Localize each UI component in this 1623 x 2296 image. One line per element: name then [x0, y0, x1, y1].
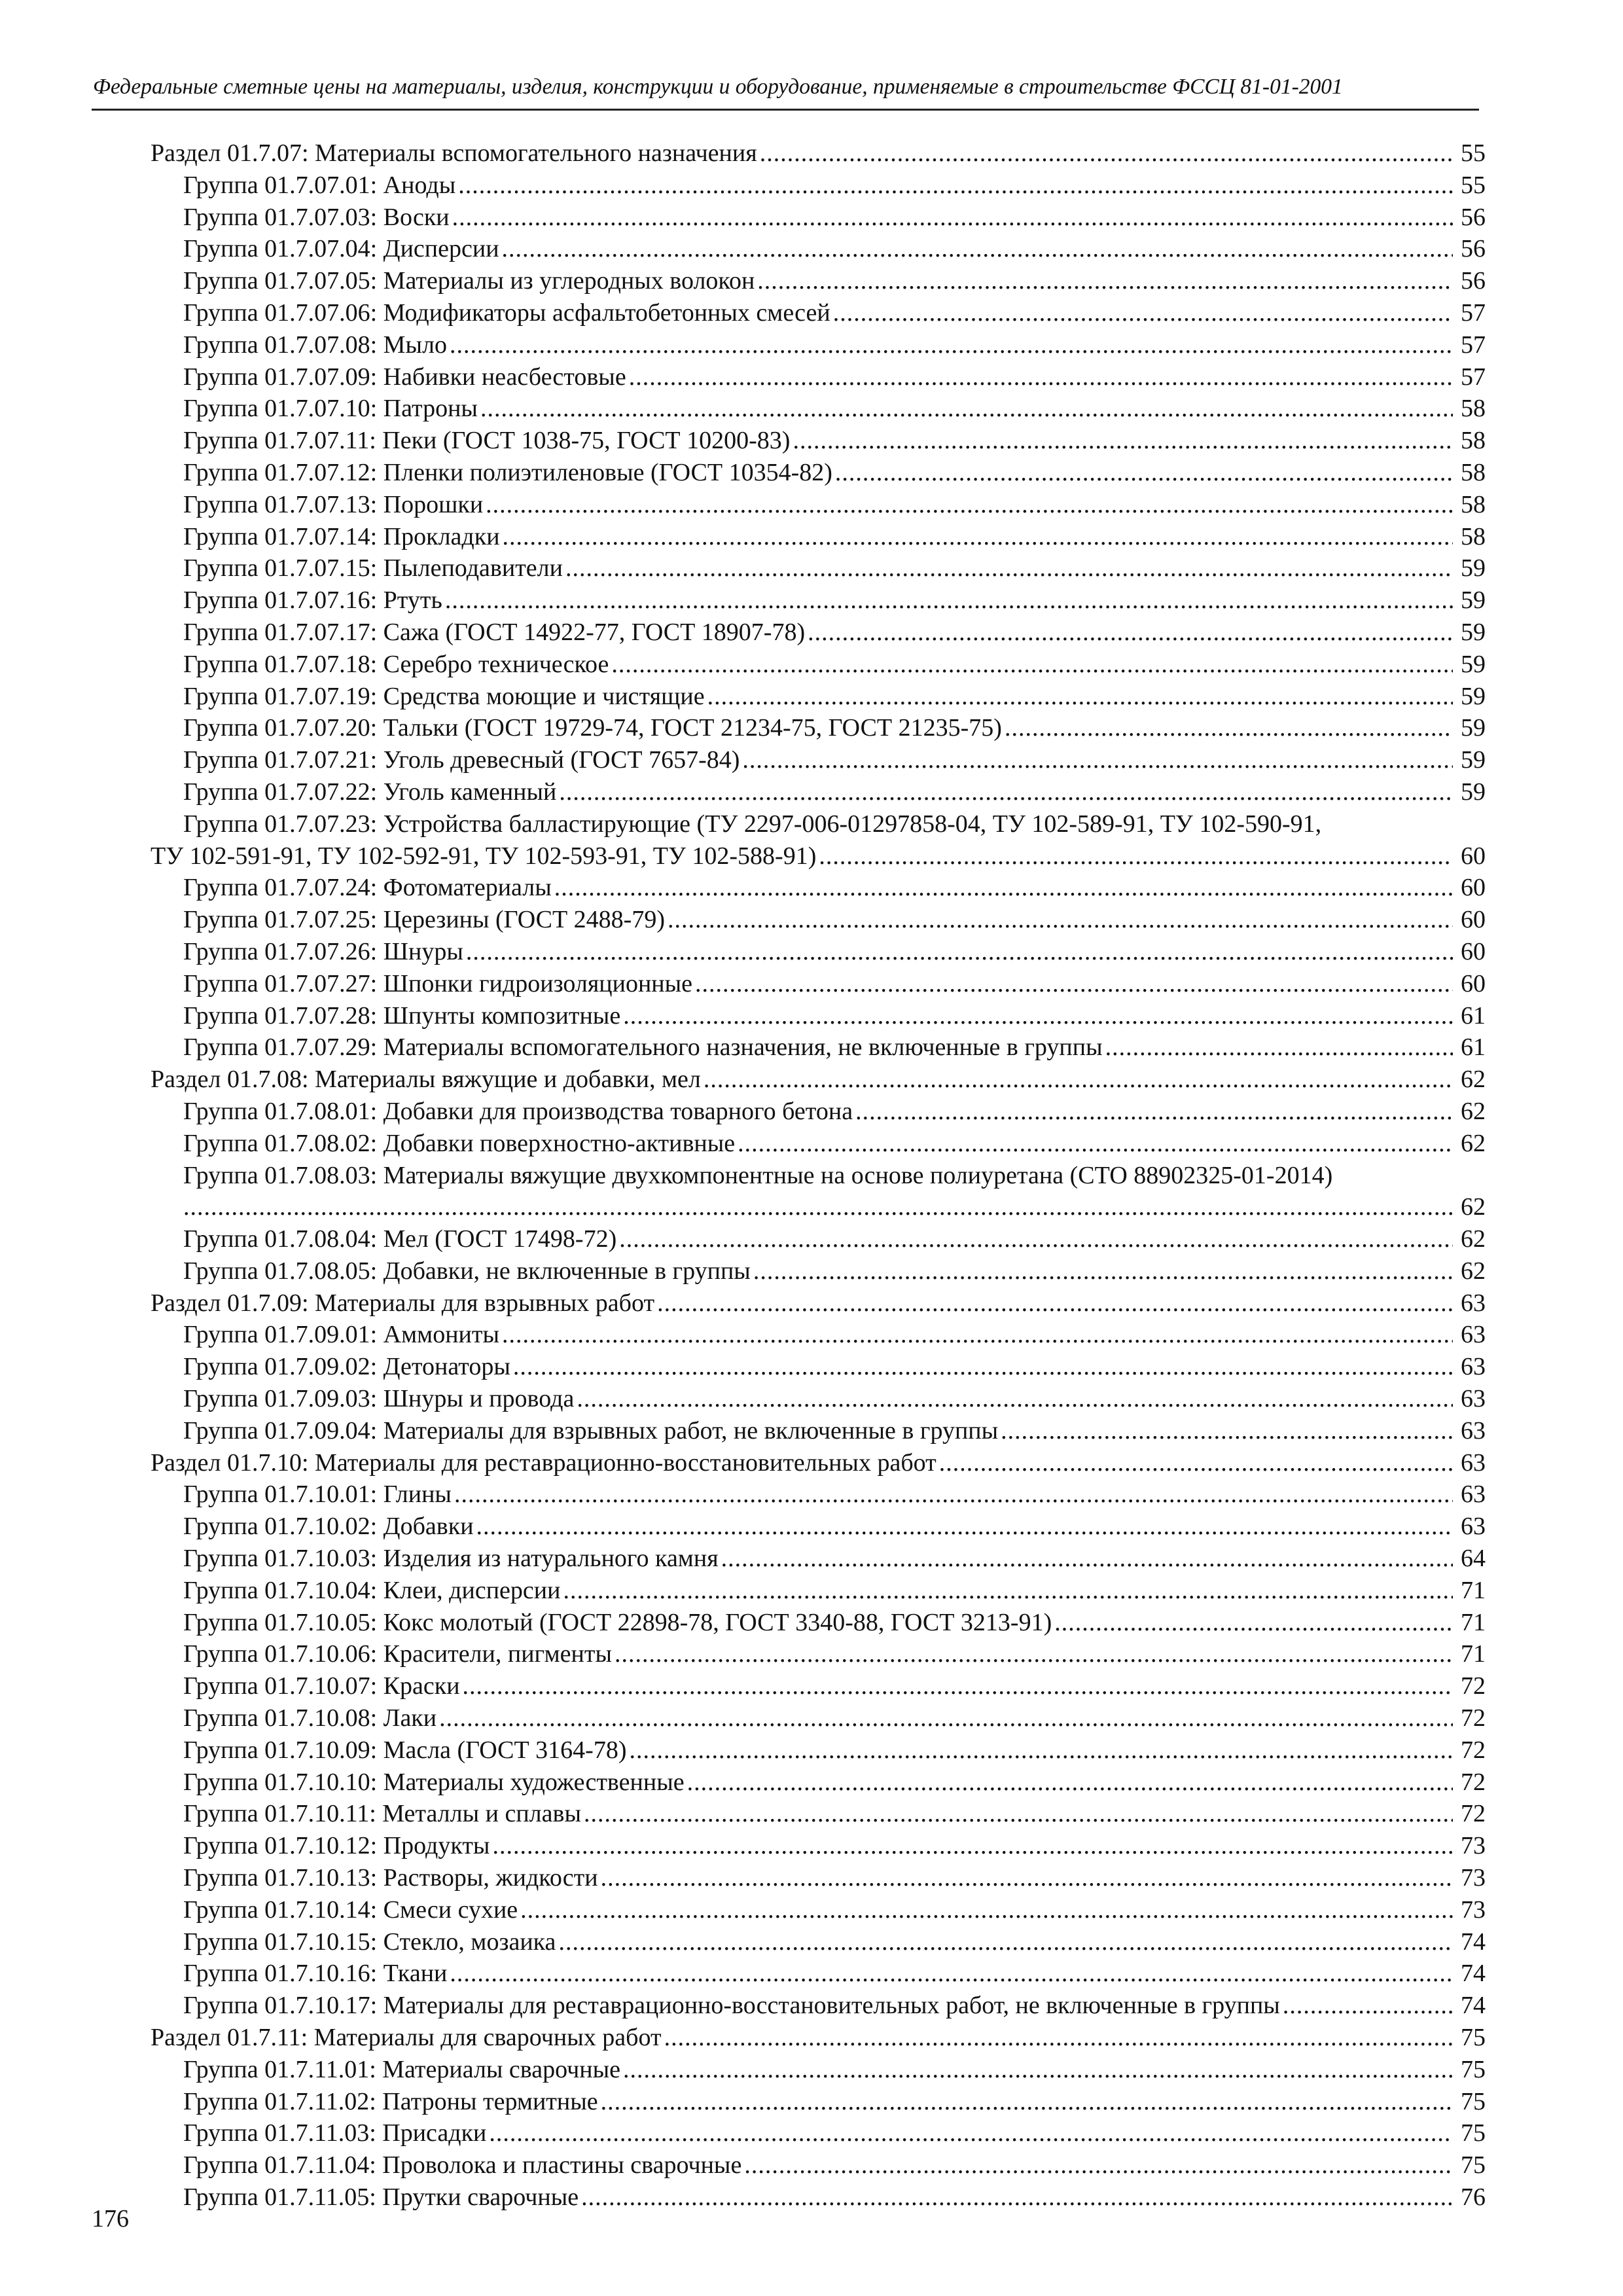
dot-leader — [707, 681, 1453, 713]
toc-entry-label: Группа 01.7.09.03: Шнуры и провода — [183, 1385, 575, 1413]
dot-leader — [687, 1767, 1453, 1799]
dot-leader — [668, 904, 1453, 936]
toc-group-entry[interactable] — [151, 1255, 1486, 1287]
toc-group-entry[interactable] — [151, 1798, 1486, 1830]
toc-group-entry[interactable] — [151, 1702, 1486, 1734]
toc-page-number: 72 — [1461, 1768, 1486, 1796]
toc-group-entry[interactable] — [151, 1958, 1486, 1990]
dot-leader — [742, 744, 1453, 776]
toc-page-number: 58 — [1461, 458, 1486, 486]
toc-entry-label: Группа 01.7.07.14: Прокладки — [183, 522, 500, 550]
toc-group-entry[interactable] — [151, 617, 1486, 649]
toc-group-entry[interactable] — [151, 2086, 1486, 2118]
toc-group-entry[interactable] — [151, 872, 1486, 904]
toc-group-entry[interactable] — [151, 170, 1486, 202]
toc-section-entry[interactable] — [151, 2022, 1486, 2054]
toc-group-entry[interactable] — [151, 2117, 1486, 2149]
toc-group-entry[interactable] — [151, 1128, 1486, 1160]
dot-leader — [463, 1670, 1453, 1702]
dot-leader — [695, 968, 1453, 1000]
dot-leader — [601, 1862, 1453, 1894]
toc-group-entry[interactable] — [151, 1767, 1486, 1799]
dot-leader — [808, 617, 1453, 649]
dot-leader — [492, 1830, 1453, 1862]
toc-entry-label: Группа 01.7.10.07: Краски — [183, 1672, 460, 1700]
dot-leader — [584, 1798, 1453, 1830]
toc-group-entry[interactable] — [151, 968, 1486, 1000]
toc-page-number: 60 — [1461, 842, 1486, 870]
dot-leader — [489, 2117, 1453, 2149]
toc-group-entry[interactable] — [151, 329, 1486, 361]
toc-page-number: 60 — [1461, 874, 1486, 902]
toc-section-entry[interactable] — [151, 1447, 1486, 1479]
toc-page-number: 61 — [1461, 1033, 1486, 1062]
toc-entry-label: Группа 01.7.07.10: Патроны — [183, 395, 478, 423]
toc-group-entry[interactable] — [151, 744, 1486, 776]
toc-page-number: 55 — [1461, 139, 1486, 167]
toc-group-entry[interactable] — [151, 1670, 1486, 1702]
dot-leader — [558, 1926, 1453, 1958]
toc-entry-label: Группа 01.7.07.03: Воски — [183, 203, 450, 231]
toc-section-entry[interactable] — [151, 1064, 1486, 1096]
toc-page-number: 74 — [1461, 1960, 1486, 1988]
toc-entry-label: Группа 01.7.10.04: Клеи, дисперсии — [183, 1576, 561, 1604]
toc-entry-label: Группа 01.7.10.08: Лаки — [183, 1704, 437, 1732]
toc-page-number: 74 — [1461, 1992, 1486, 2020]
dot-leader — [581, 2181, 1453, 2214]
dot-leader — [502, 233, 1453, 265]
dot-leader — [1105, 1031, 1453, 1064]
toc-entry-label: Группа 01.7.07.13: Порошки — [183, 490, 484, 518]
toc-page-number: 71 — [1461, 1576, 1486, 1604]
toc-entry-label: Группа 01.7.10.13: Растворы, жидкости — [183, 1864, 598, 1892]
toc-entry-label: Группа 01.7.10.12: Продукты — [183, 1832, 490, 1860]
dot-leader — [1001, 1415, 1453, 1447]
dot-leader — [565, 552, 1453, 584]
toc-page-number: 63 — [1461, 1416, 1486, 1444]
toc-entry-label: Группа 01.7.09.04: Материалы для взрывных работ, не включенные в группы — [183, 1416, 999, 1444]
toc-entry-label: Группа 01.7.10.10: Материалы художественные — [183, 1768, 685, 1796]
toc-group-entry[interactable] — [151, 808, 1486, 872]
toc-entry-label: Группа 01.7.11.05: Прутки сварочные — [183, 2183, 579, 2211]
toc-page-number: 62 — [1461, 1066, 1486, 1094]
toc-group-entry[interactable] — [151, 521, 1486, 553]
dot-leader — [623, 1000, 1453, 1032]
toc-entry-label: Группа 01.7.07.27: Шпонки гидроизоляционные — [183, 969, 693, 997]
toc-page-number: 56 — [1461, 203, 1486, 231]
toc-group-entry[interactable] — [151, 2181, 1486, 2214]
toc-page-number: 63 — [1461, 1289, 1486, 1317]
toc-page-number: 57 — [1461, 363, 1486, 391]
toc-page-number: 75 — [1461, 2119, 1486, 2147]
toc-entry-label: Группа 01.7.11.02: Патроны термитные — [183, 2087, 598, 2115]
toc-group-entry[interactable] — [151, 425, 1486, 457]
dot-leader — [486, 489, 1453, 521]
dot-leader — [450, 1958, 1453, 1990]
toc-entry-label: Группа 01.7.07.25: Церезины (ГОСТ 2488-79) — [183, 906, 665, 934]
toc-entry-label: Группа 01.7.08.03: Материалы вяжущие двухкомпонентные на основе полиуретана (СТО 88902325-01-2014) — [183, 1161, 1333, 1189]
toc-group-entry[interactable] — [151, 1415, 1486, 1447]
toc-page-number: 63 — [1461, 1480, 1486, 1509]
toc-entry-label: Группа 01.7.10.11: Металлы и сплавы — [183, 1800, 581, 1828]
dot-leader — [458, 170, 1453, 202]
dot-leader — [183, 1191, 1453, 1223]
toc-entry-label: Раздел 01.7.09: Материалы для взрывных работ — [151, 1289, 655, 1317]
toc-page-number: 60 — [1461, 937, 1486, 965]
dot-leader — [855, 1096, 1453, 1128]
toc-entry-label: Раздел 01.7.08: Материалы вяжущие и добавки, мел — [151, 1066, 701, 1094]
dot-leader — [623, 2054, 1453, 2086]
toc-entry-label: Группа 01.7.07.09: Набивки неасбестовые — [183, 363, 626, 391]
toc-page-number: 61 — [1461, 1001, 1486, 1030]
dot-leader — [445, 584, 1453, 617]
toc-entry-label: Группа 01.7.07.28: Шпунты композитные — [183, 1001, 621, 1030]
dot-leader — [657, 1287, 1453, 1319]
toc-group-entry[interactable] — [151, 297, 1486, 329]
toc-page-number: 63 — [1461, 1353, 1486, 1381]
toc-page-number: 60 — [1461, 969, 1486, 997]
toc-entry-label: Группа 01.7.10.01: Глины — [183, 1480, 452, 1509]
toc-group-entry[interactable] — [151, 1638, 1486, 1670]
toc-entry-label: Группа 01.7.08.05: Добавки, не включенные в группы — [183, 1257, 751, 1285]
toc-page-number: 72 — [1461, 1704, 1486, 1732]
toc-section-entry[interactable] — [151, 1287, 1486, 1319]
toc-entry-label: Группа 01.7.08.01: Добавки для производства товарного бетона — [183, 1097, 853, 1125]
toc-section-entry[interactable] — [151, 137, 1486, 170]
toc-entry-label: Группа 01.7.11.04: Проволока и пластины сварочные — [183, 2151, 742, 2179]
dot-leader — [619, 1223, 1453, 1255]
dot-leader — [835, 457, 1453, 489]
toc-group-entry[interactable] — [151, 584, 1486, 617]
dot-leader — [1005, 712, 1453, 744]
toc-group-entry[interactable] — [151, 649, 1486, 681]
toc-group-entry[interactable] — [151, 681, 1486, 713]
toc-group-entry[interactable] — [151, 1000, 1486, 1032]
dot-leader — [819, 840, 1453, 872]
toc-page-number: 62 — [1461, 1129, 1486, 1157]
toc-page-number: 75 — [1461, 2087, 1486, 2115]
toc-entry-label: Группа 01.7.08.02: Добавки поверхностно-активные — [183, 1129, 736, 1157]
toc-page-number: 71 — [1461, 1608, 1486, 1636]
toc-page-number: 73 — [1461, 1895, 1486, 1924]
toc-page-number: 59 — [1461, 714, 1486, 742]
dot-leader — [601, 2086, 1453, 2118]
toc-group-entry[interactable] — [151, 904, 1486, 936]
dot-leader — [1283, 1990, 1453, 2022]
dot-leader — [520, 1894, 1453, 1926]
toc-entry-label: Группа 01.7.07.01: Аноды — [183, 171, 456, 199]
toc-group-entry[interactable] — [151, 1479, 1486, 1511]
toc-entry-label: Группа 01.7.10.09: Масла (ГОСТ 3164-78) — [183, 1736, 627, 1764]
toc-page-number: 75 — [1461, 2024, 1486, 2052]
dot-leader — [466, 936, 1453, 968]
toc-group-entry[interactable] — [151, 1990, 1486, 2022]
toc-page-number: 75 — [1461, 2055, 1486, 2083]
dot-leader — [559, 776, 1453, 808]
toc-group-entry[interactable] — [151, 1575, 1486, 1607]
toc-entry-label: Группа 01.7.11.03: Присадки — [183, 2119, 487, 2147]
toc-page-number: 58 — [1461, 522, 1486, 550]
toc-entry-label: Группа 01.7.10.16: Ткани — [183, 1960, 448, 1988]
toc-page-number: 57 — [1461, 298, 1486, 327]
dot-leader — [738, 1128, 1453, 1160]
toc-page-number: 72 — [1461, 1736, 1486, 1764]
dot-leader — [615, 1638, 1453, 1670]
dot-leader — [833, 297, 1453, 329]
dot-leader — [1054, 1607, 1453, 1639]
toc-page-number: 73 — [1461, 1864, 1486, 1892]
toc-page-number: 59 — [1461, 586, 1486, 615]
toc-entry-label: Группа 01.7.07.18: Серебро техническое — [183, 650, 609, 678]
toc-page-number: 59 — [1461, 650, 1486, 678]
running-header — [92, 73, 1479, 111]
toc-entry-label: Группа 01.7.07.19: Средства моющие и чистящие — [183, 682, 705, 710]
dot-leader — [629, 361, 1453, 393]
toc-page-number: 62 — [1461, 1225, 1486, 1253]
toc-entry-label: Группа 01.7.07.06: Модификаторы асфальтобетонных смесей — [183, 298, 830, 327]
toc-entry-label: Группа 01.7.07.26: Шнуры — [183, 937, 463, 965]
dot-leader — [629, 1734, 1453, 1767]
toc-group-entry[interactable] — [151, 712, 1486, 744]
dot-leader — [503, 521, 1453, 553]
page-number: 176 — [92, 2205, 129, 2233]
toc-group-entry[interactable] — [151, 1607, 1486, 1639]
toc-entry-label: Группа 01.7.07.29: Материалы вспомогательного назначения, не включенные в группы — [183, 1033, 1103, 1062]
toc-group-entry[interactable] — [151, 489, 1486, 521]
dot-leader — [721, 1543, 1453, 1575]
toc-group-entry[interactable] — [151, 2149, 1486, 2181]
toc-group-entry[interactable] — [151, 1351, 1486, 1383]
toc-group-entry[interactable] — [151, 1223, 1486, 1255]
toc-page-number: 60 — [1461, 906, 1486, 934]
toc-group-entry[interactable] — [151, 457, 1486, 489]
toc-entry-label: Группа 01.7.07.12: Пленки полиэтиленовые (ГОСТ 10354-82) — [183, 458, 832, 486]
toc-page-number: 58 — [1461, 490, 1486, 518]
toc-page-number: 71 — [1461, 1640, 1486, 1668]
toc-entry-label: Группа 01.7.09.02: Детонаторы — [183, 1353, 510, 1381]
toc-group-entry[interactable] — [151, 361, 1486, 393]
toc-page-number: 73 — [1461, 1832, 1486, 1860]
toc-entry-label: Группа 01.7.07.15: Пылеподавители — [183, 554, 563, 583]
toc-group-entry[interactable] — [151, 1543, 1486, 1575]
toc-entry-label: Группа 01.7.07.23: Устройства балластирующие (ТУ 2297-006-01297858-04, ТУ 102-589-91, ТУ 102-590-91, — [183, 810, 1322, 838]
dot-leader — [939, 1447, 1453, 1479]
dot-leader — [513, 1351, 1453, 1383]
toc-entry-label: Группа 01.7.10.14: Смеси сухие — [183, 1895, 518, 1924]
toc-page-number: 59 — [1461, 682, 1486, 710]
toc-group-entry[interactable] — [151, 776, 1486, 808]
toc-page-number: 63 — [1461, 1513, 1486, 1541]
toc-group-entry[interactable] — [151, 1031, 1486, 1064]
toc-page-number: 59 — [1461, 554, 1486, 583]
toc-group-entry[interactable] — [151, 1160, 1486, 1224]
toc-page-number: 55 — [1461, 171, 1486, 199]
dot-leader — [704, 1064, 1453, 1096]
toc-entry-label: Группа 01.7.11.01: Материалы сварочные — [183, 2055, 620, 2083]
toc-entry-label: Группа 01.7.07.16: Ртуть — [183, 586, 442, 615]
table-of-contents — [151, 137, 1486, 2214]
toc-entry-label: Группа 01.7.08.04: Мел (ГОСТ 17498-72) — [183, 1225, 617, 1253]
toc-page-number: 57 — [1461, 331, 1486, 359]
toc-page-number: 56 — [1461, 267, 1486, 295]
toc-group-entry[interactable] — [151, 393, 1486, 425]
dot-leader — [450, 329, 1453, 361]
toc-entry-label: Группа 01.7.07.24: Фотоматериалы — [183, 874, 552, 902]
toc-entry-label: Группа 01.7.10.05: Кокс молотый (ГОСТ 22898-78, ГОСТ 3340-88, ГОСТ 3213-91) — [183, 1608, 1052, 1636]
dot-leader — [757, 265, 1453, 297]
toc-page-number: 63 — [1461, 1321, 1486, 1349]
dot-leader — [744, 2149, 1453, 2181]
toc-page-number: 58 — [1461, 395, 1486, 423]
toc-entry-label: Группа 01.7.09.01: Аммониты — [183, 1321, 500, 1349]
toc-entry-label: Группа 01.7.07.22: Уголь каменный — [183, 778, 557, 806]
toc-group-entry[interactable] — [151, 1894, 1486, 1926]
toc-entry-label: Группа 01.7.07.21: Уголь древесный (ГОСТ 7657-84) — [183, 746, 740, 774]
header-title: Федеральные сметные цены на материалы, изделия, конструкции и оборудование, применяемые в строительстве ФССЦ 81-01-2001 — [93, 75, 1343, 99]
toc-page-number: 59 — [1461, 746, 1486, 774]
toc-group-entry[interactable] — [151, 936, 1486, 968]
dot-leader — [664, 2022, 1453, 2054]
toc-page-number: 62 — [1461, 1193, 1486, 1221]
dot-leader — [476, 1511, 1453, 1543]
toc-group-entry[interactable] — [151, 2054, 1486, 2086]
toc-entry-label: Группа 01.7.07.20: Тальки (ГОСТ 19729-74, ГОСТ 21234-75, ГОСТ 21235-75) — [183, 714, 1002, 742]
toc-page-number: 56 — [1461, 235, 1486, 263]
toc-entry-label: Группа 01.7.10.03: Изделия из натурального камня — [183, 1545, 719, 1573]
toc-entry-label: Группа 01.7.10.17: Материалы для реставрационно-восстановительных работ, не включенные в группы — [183, 1992, 1280, 2020]
toc-entry-label: Раздел 01.7.11: Материалы для сварочных работ — [151, 2024, 662, 2052]
toc-entry-label: Группа 01.7.07.08: Мыло — [183, 331, 447, 359]
dot-leader — [439, 1702, 1453, 1734]
dot-leader — [753, 1255, 1453, 1287]
toc-entry-label: Группа 01.7.07.17: Сажа (ГОСТ 14922-77, ГОСТ 18907-78) — [183, 618, 806, 646]
dot-leader — [554, 872, 1453, 904]
toc-page-number: 62 — [1461, 1257, 1486, 1285]
dot-leader — [760, 137, 1453, 170]
toc-page-number: 59 — [1461, 618, 1486, 646]
dot-leader — [611, 649, 1453, 681]
toc-group-entry[interactable] — [151, 1862, 1486, 1894]
dot-leader — [563, 1575, 1453, 1607]
toc-page-number: 59 — [1461, 778, 1486, 806]
toc-page-number: 72 — [1461, 1672, 1486, 1700]
toc-entry-label: Раздел 01.7.10: Материалы для реставрационно-восстановительных работ — [151, 1448, 936, 1477]
toc-group-entry[interactable] — [151, 1383, 1486, 1415]
toc-page-number: 64 — [1461, 1545, 1486, 1573]
dot-leader — [793, 425, 1453, 457]
toc-entry-label: Группа 01.7.10.15: Стекло, мозаика — [183, 1928, 556, 1956]
toc-page-number: 75 — [1461, 2151, 1486, 2179]
toc-entry-label: Группа 01.7.10.06: Красители, пигменты — [183, 1640, 612, 1668]
toc-group-entry[interactable] — [151, 1734, 1486, 1767]
toc-page-number: 63 — [1461, 1385, 1486, 1413]
toc-group-entry[interactable] — [151, 1511, 1486, 1543]
toc-group-entry[interactable] — [151, 1096, 1486, 1128]
toc-page-number: 62 — [1461, 1097, 1486, 1125]
toc-group-entry[interactable] — [151, 1830, 1486, 1862]
dot-leader — [502, 1319, 1453, 1351]
toc-page-number: 63 — [1461, 1448, 1486, 1477]
dot-leader — [577, 1383, 1453, 1415]
toc-page-number: 72 — [1461, 1800, 1486, 1828]
toc-page-number: 74 — [1461, 1928, 1486, 1956]
dot-leader — [454, 1479, 1453, 1511]
toc-group-entry[interactable] — [151, 552, 1486, 584]
toc-entry-label: Группа 01.7.07.11: Пеки (ГОСТ 1038-75, ГОСТ 10200-83) — [183, 427, 791, 455]
toc-group-entry[interactable] — [151, 1319, 1486, 1351]
toc-entry-label: Группа 01.7.07.04: Дисперсии — [183, 235, 499, 263]
toc-group-entry[interactable] — [151, 202, 1486, 234]
toc-entry-label-continued: ТУ 102-591-91, ТУ 102-592-91, ТУ 102-593-91, ТУ 102-588-91) — [151, 842, 817, 870]
dot-leader — [480, 393, 1453, 425]
toc-group-entry[interactable] — [151, 1926, 1486, 1958]
toc-group-entry[interactable] — [151, 265, 1486, 297]
dot-leader — [452, 202, 1453, 234]
toc-group-entry[interactable] — [151, 233, 1486, 265]
toc-entry-label: Группа 01.7.07.05: Материалы из углеродных волокон — [183, 267, 755, 295]
toc-page-number: 76 — [1461, 2183, 1486, 2211]
toc-page-number: 58 — [1461, 427, 1486, 455]
toc-entry-label: Группа 01.7.10.02: Добавки — [183, 1513, 474, 1541]
toc-entry-label: Раздел 01.7.07: Материалы вспомогательного назначения — [151, 139, 757, 167]
